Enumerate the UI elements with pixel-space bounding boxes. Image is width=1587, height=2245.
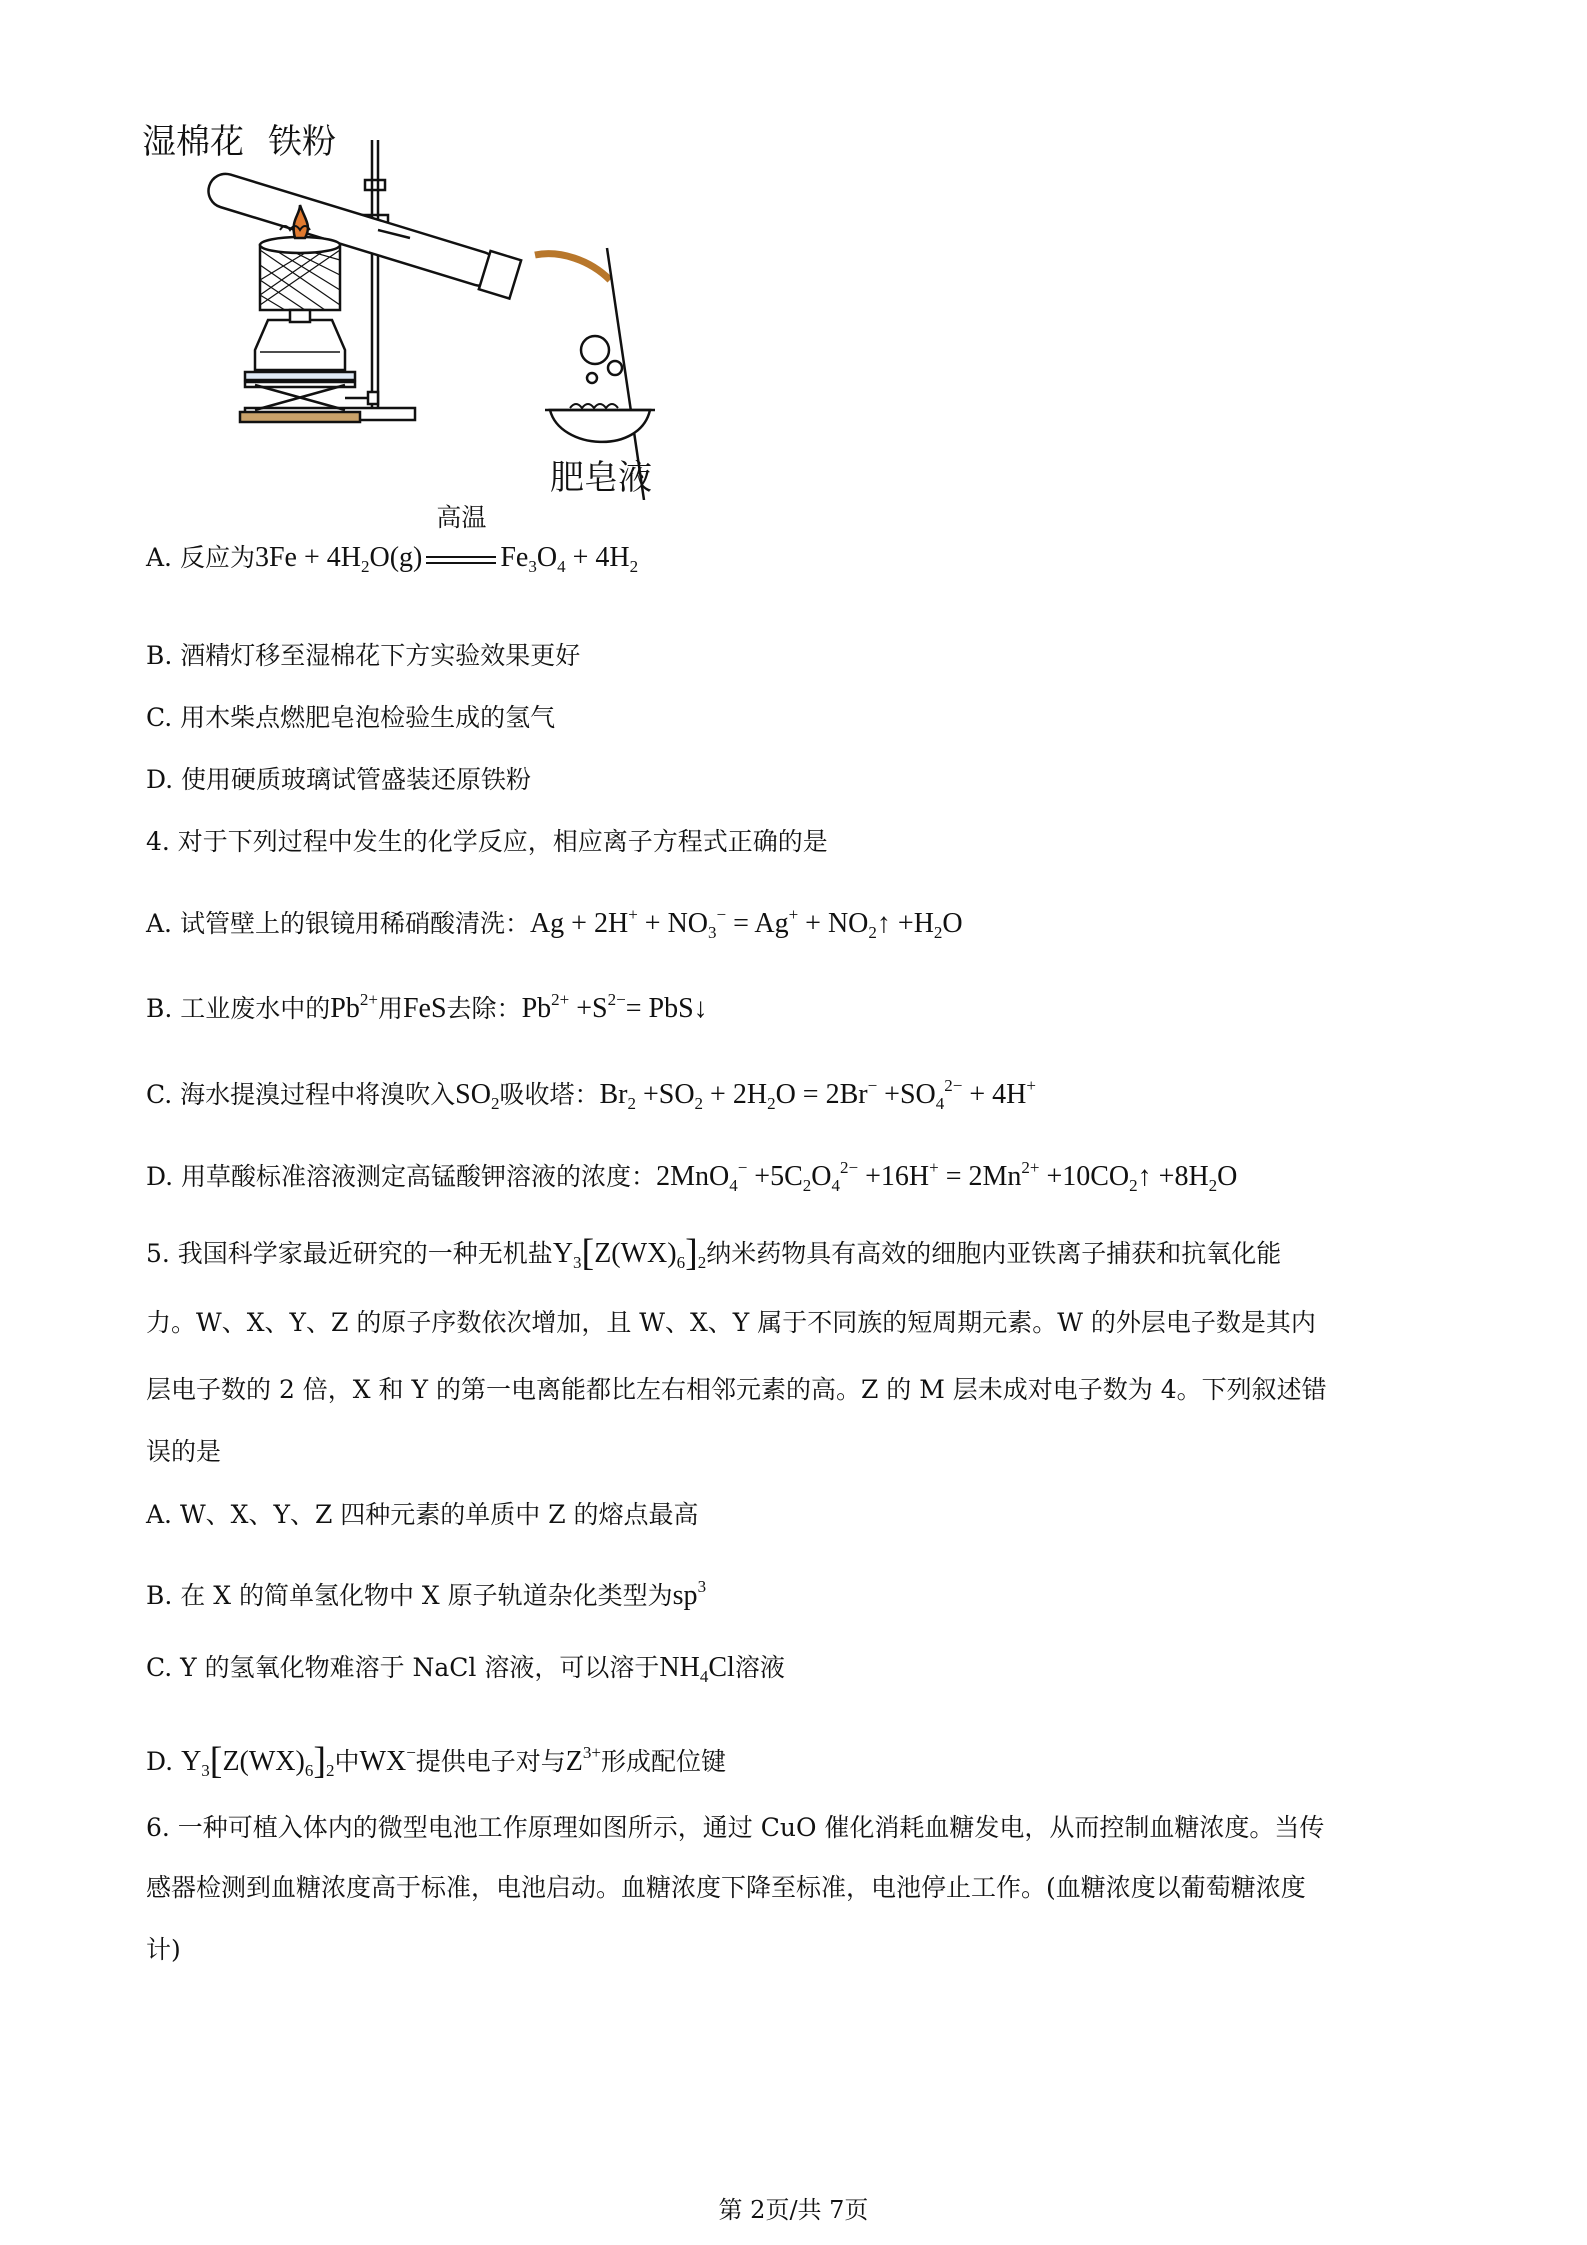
label-wet-cotton: 湿棉花 <box>142 122 244 162</box>
q6-stem-line-1: 6. 一种可植入体内的微型电池工作原理如图所示，通过 CuO 催化消耗血糖发电，从而控制血糖浓度。当传 <box>146 1813 1325 1842</box>
q5-stem-line-4: 误的是 <box>146 1437 222 1466</box>
q4-option-b: B. 工业废水中的$Pb^{2+}$用FeS去除：$Pb^{2+} +S^{2-}=$ PbS↓ <box>146 990 708 1024</box>
q5-option-c: C. Y 的氢氧化物难溶于 NaCl 溶液，可以溶于$NH_4Cl$溶液 <box>146 1652 785 1686</box>
q5-option-a: A. W、X、Y、Z 四种元素的单质中 Z 的熔点最高 <box>146 1500 699 1529</box>
q5-option-b: B. 在 X 的简单氢化物中 X 原子轨道杂化类型为$sp^3$ <box>146 1577 707 1611</box>
q5-stem-line-2: 力。W、X、Y、Z 的原子序数依次增加，且 W、X、Y 属于不同族的短周期元素。W 的外层电子数是其内 <box>146 1308 1316 1337</box>
q5-stem-line-1: 5. 我国科学家最近研究的一种无机盐$Y_3[Z(WX)_6]_2$纳米药物具有高效的细胞内亚铁离子捕获和抗氧化能 <box>146 1232 1282 1274</box>
q4-option-d: D. 用草酸标准溶液测定高锰酸钾溶液的浓度：$2MnO_4^- +5C_2O_4^{2-} +16H^+ = 2Mn^{2+}$ $+10CO_2↑ +8H_2O$ <box>146 1158 1238 1195</box>
apparatus-figure <box>140 120 700 504</box>
label-iron-powder: 铁粉 <box>268 122 336 162</box>
q3-option-b: B. 酒精灯移至湿棉花下方实验效果更好 <box>146 641 581 670</box>
q4-stem: 4. 对于下列过程中发生的化学反应，相应离子方程式正确的是 <box>146 827 828 856</box>
label-soap-solution: 肥皂液 <box>550 458 652 498</box>
reaction-condition: 高温 <box>426 540 496 576</box>
page-footer: 第 2页/共 7页 <box>718 2196 869 2224</box>
q6-stem-line-3: 计) <box>146 1935 181 1964</box>
q3-option-d: D. 使用硬质玻璃试管盛装还原铁粉 <box>146 765 532 794</box>
q6-stem-line-2: 感器检测到血糖浓度高于标准，电池启动。血糖浓度下降至标准，电池停止工作。(血糖浓度以葡萄糖浓度 <box>146 1873 1306 1902</box>
q3-option-c: C. 用木柴点燃肥皂泡检验生成的氢气 <box>146 703 556 732</box>
q5-stem-line-3: 层电子数的 2 倍，X 和 Y 的第一电离能都比左右相邻元素的高。Z 的 M 层未成对电子数为 4。下列叙述错 <box>146 1375 1327 1404</box>
iron-steam-apparatus-diagram <box>140 120 700 500</box>
q4-option-c: C. 海水提溴过程中将溴吹入$SO_2$吸收塔：$Br_2 +SO_2 + 2H_2O = 2Br^- +SO_4^{2-} + 4H^+$ <box>146 1076 1036 1113</box>
q3-option-a: A. 反应为$3Fe + 4H_2O(g)$ 高温 $Fe_3O_4 + 4H_2$ <box>146 503 639 576</box>
q5-option-d: D. $Y_3[Z(WX)_6]_2$中WX−提供电子对与$Z^{3+}$形成配位键 <box>146 1740 727 1782</box>
q4-option-a: A. 试管壁上的银镜用稀硝酸清洗：$Ag + 2H^+ + NO_3^- = Ag^+$ + $NO_2↑ +H_2O$ <box>146 905 963 942</box>
